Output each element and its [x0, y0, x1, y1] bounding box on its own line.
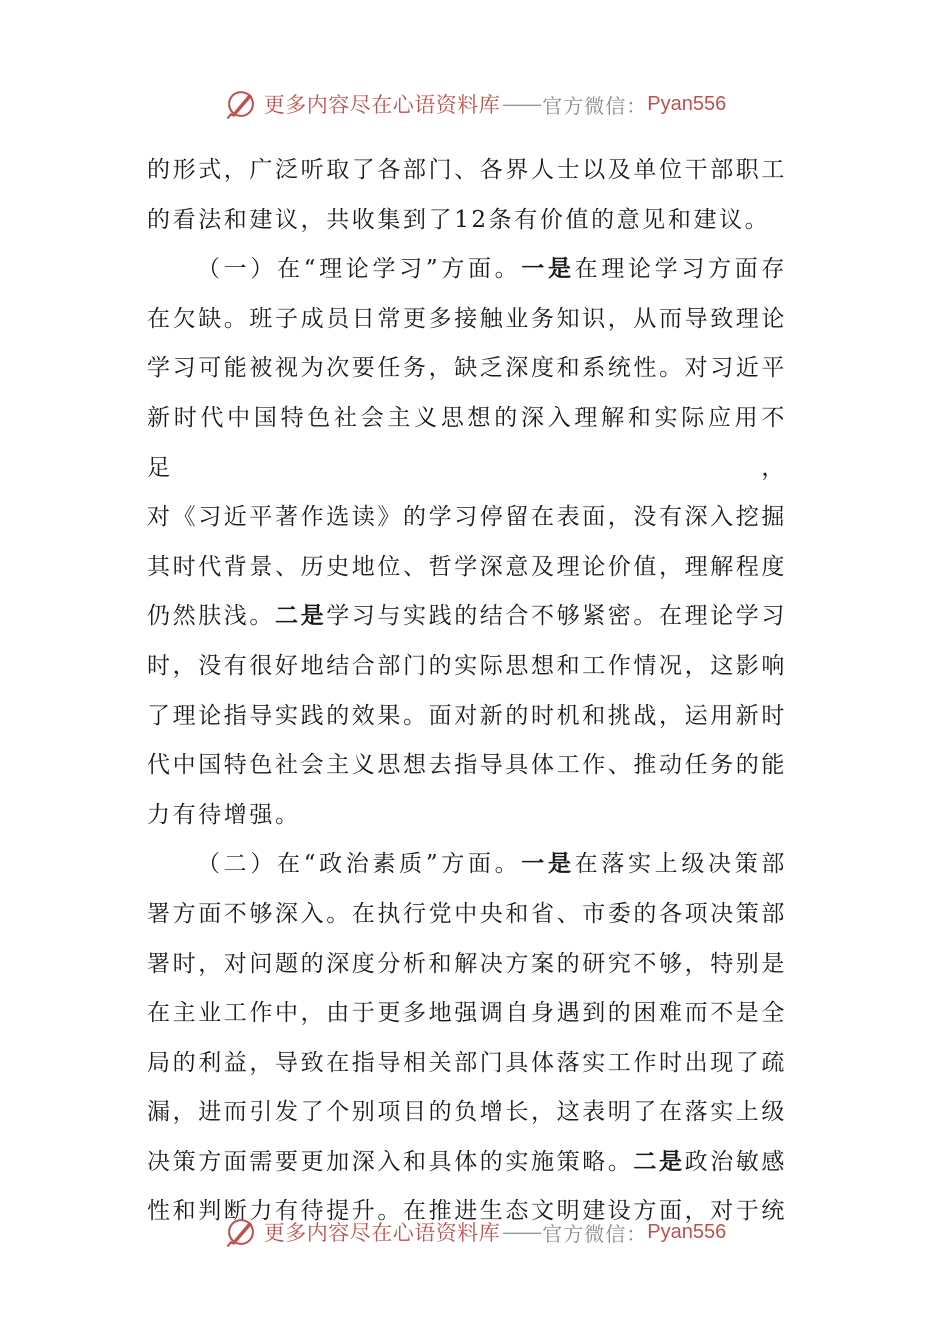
text-line: 的形式，广泛听取了各部门、各界人士以及单位干部职工 — [147, 157, 787, 183]
section-title: （二）在“政治素质”方面。 — [197, 851, 522, 878]
text-line: 在主业工作中，由于更多地强调自身遇到的困难而不是全 — [147, 1000, 787, 1027]
watermark-separator: —— — [502, 92, 541, 116]
text-line — [147, 1138, 787, 1188]
section-heading-theory — [147, 245, 787, 295]
bold-marker: 二是 — [275, 603, 327, 630]
text-span: 政治敏感 — [684, 1148, 788, 1175]
section-heading-politics — [147, 840, 787, 890]
text-line: 其时代背景、历史地位、哲学深意及理论价值，理解程度 — [147, 553, 787, 580]
bold-marker: 一是 — [521, 851, 575, 878]
text-line: 时，没有很好地结合部门的实际思想和工作情况，这影响 — [147, 652, 787, 679]
text-span: 决策方面需要更加深入和具体的实施策略。 — [147, 1148, 634, 1175]
text-span: 学习与实践的结合不够紧密。在理论学习 — [326, 603, 788, 630]
watermark-account-id: Pyan556 — [647, 92, 727, 115]
text-line: 了理论指导实践的效果。面对新的时机和挑战，运用新时 — [147, 702, 787, 729]
text-line: 新时代中国特色社会主义思想的深入理解和实际应用不足， — [147, 404, 787, 481]
text-span: 仍然肤浅。 — [147, 603, 275, 630]
bold-marker: 一是 — [521, 256, 575, 283]
text-line — [147, 592, 787, 642]
watermark-text: 更多内容尽在心语资料库 — [263, 93, 501, 117]
section-title: （一）在“理论学习”方面。 — [197, 256, 522, 283]
text-line: 漏，进而引发了个别项目的负增长，这表明了在落实上级 — [147, 1099, 787, 1126]
text-line: 对《习近平著作选读》的学习停留在表面，没有深入挖掘 — [147, 504, 787, 531]
text-line: 代中国特色社会主义思想去指导具体工作、推动任务的能 — [147, 752, 787, 779]
watermark-account-label: 官方微信： — [542, 1221, 648, 1246]
text-line: 署方面不够深入。在执行党中央和省、市委的各项决策部 — [147, 900, 787, 927]
text-line: 学习可能被视为次要任务，缺乏深度和系统性。对习近平 — [147, 355, 787, 382]
bold-marker: 二是 — [633, 1148, 685, 1175]
watermark-text: 更多内容尽在心语资料库 — [263, 1221, 501, 1245]
text-span: 在理论学习方面存 — [574, 256, 787, 283]
text-line: 性和判断力有待提升。在推进生态文明建设方面，对于统 — [147, 1198, 787, 1225]
quill-pen-logo-icon — [224, 1215, 258, 1249]
watermark-account-id: Pyan556 — [647, 1220, 727, 1243]
text-line: 的看法和建议，共收集到了12条有价值的意见和建议。 — [147, 206, 771, 233]
watermark-footer — [0, 1212, 950, 1252]
text-line: 局的利益，导致在指导相关部门具体落实工作时出现了疏 — [147, 1049, 787, 1076]
text-line: 力有待增强。 — [147, 801, 301, 828]
text-line: 署时，对问题的深度分析和解决方案的研究不够，特别是 — [147, 950, 787, 977]
text-span: 在落实上级决策部 — [574, 851, 787, 878]
watermark-account-label: 官方微信： — [542, 93, 648, 118]
document-body — [147, 146, 787, 1237]
watermark-header — [0, 84, 950, 124]
text-line: 在欠缺。班子成员日常更多接触业务知识，从而导致理论 — [147, 305, 787, 332]
quill-pen-logo-icon — [224, 87, 258, 121]
watermark-separator: —— — [502, 1220, 541, 1244]
